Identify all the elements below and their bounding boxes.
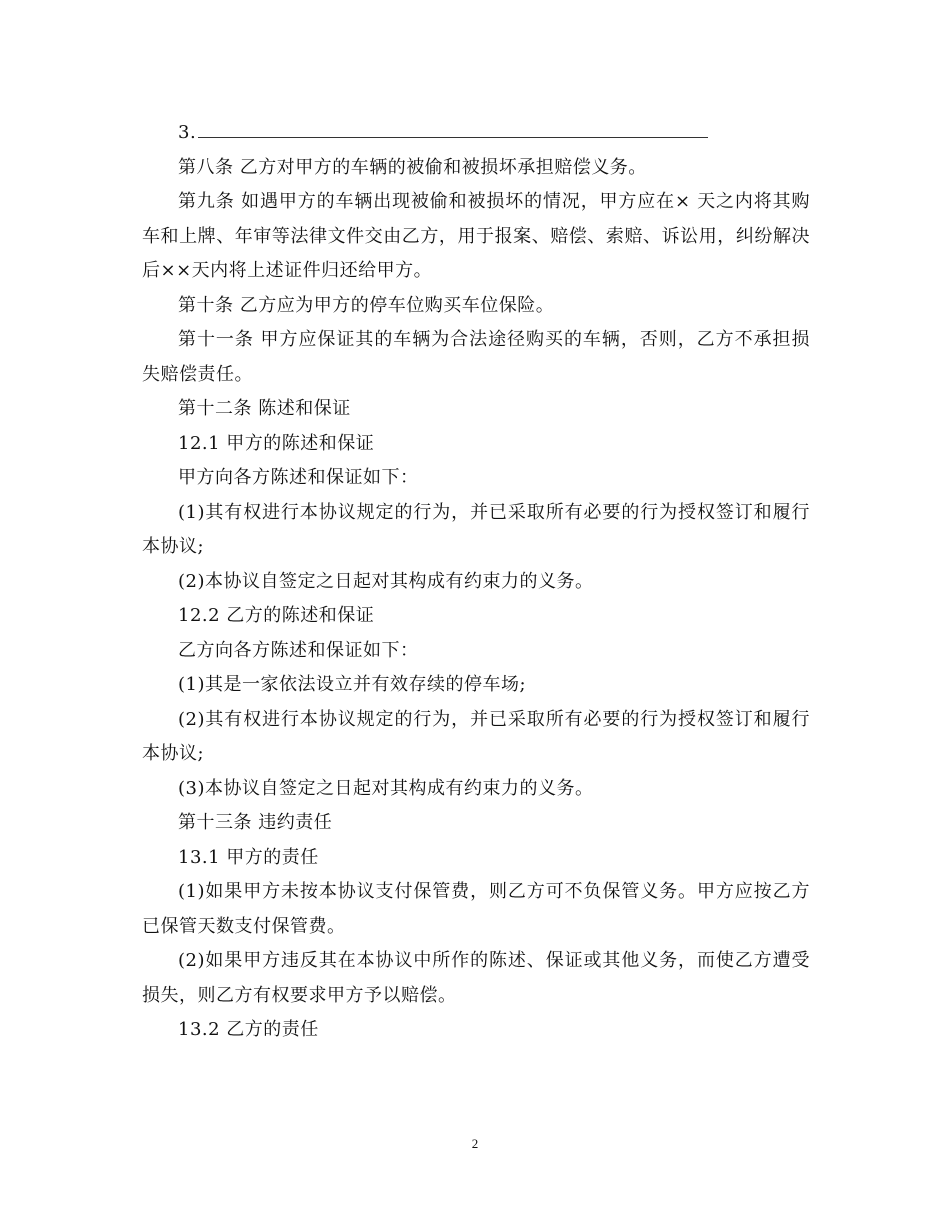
page-number: 2 [471,1136,479,1151]
section-12-2-item-1: (1)其是一家依法设立并有效存续的停车场; [178,674,527,695]
section-12-2-heading: 12.2 乙方的陈述和保证 [178,605,375,626]
section-12-2-intro: 乙方向各方陈述和保证如下： [178,639,419,661]
section-13-1-item-1: (1)如果甲方未按本协议支付保管费，则乙方可不负保管义务。甲方应按乙方已保管天数支付保管费。 [142,881,810,937]
section-12-2-item-3: (3)本协议自签定之日起对其构成有约束力的义务。 [178,777,594,799]
article-13-heading: 第十三条 违约责任 [178,812,333,833]
article-11: 第十一条 甲方应保证其的车辆为合法途径购买的车辆，否则，乙方不承担损失赔偿责任。 [142,329,810,385]
article-10: 第十条 乙方应为甲方的停车位购买车位保险。 [178,294,555,316]
section-12-1-item-1: (1)其有权进行本协议规定的行为，并已采取所有必要的行为授权签订和履行本协议; [142,501,810,557]
document-body [142,116,810,1048]
section-12-1-item-2: (2)本协议自签定之日起对其构成有约束力的义务。 [178,570,594,592]
article-9: 第九条 如遇甲方的车辆出现被偷和被损坏的情况，甲方应在× 天之内将其购车和上牌、年审等法律文件交由乙方，用于报案、赔偿、索赔、诉讼用，纠纷解决后××天内将上述证件归还给甲方。 [142,191,810,281]
section-12-1-heading: 12.1 甲方的陈述和保证 [178,432,375,454]
section-13-1-heading: 13.1 甲方的责任 [178,846,319,868]
section-12-1-intro: 甲方向各方陈述和保证如下： [178,467,419,488]
article-8: 第八条 乙方对甲方的车辆的被偷和被损坏承担赔偿义务。 [178,156,647,178]
section-13-2-heading: 13.2 乙方的责任 [178,1019,319,1040]
fill-in-blank [198,119,708,138]
item-3-blank-line [142,116,810,151]
section-13-1-item-2: (2)如果甲方违反其在本协议中所作的陈述、保证或其他义务，而使乙方遭受损失，则乙方有权要求甲方予以赔偿。 [142,950,810,1006]
article-12-heading: 第十二条 陈述和保证 [178,398,351,419]
section-12-2-item-2: (2)其有权进行本协议规定的行为，并已采取所有必要的行为授权签订和履行本协议; [142,708,810,764]
item-3-label: 3. [178,122,197,143]
